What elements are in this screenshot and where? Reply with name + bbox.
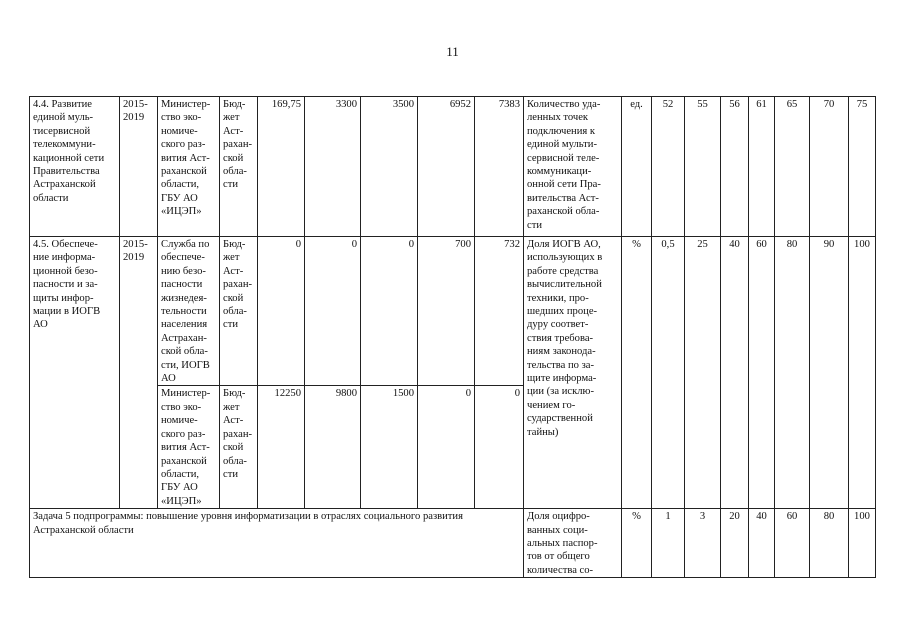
funding-cell: 12250 — [258, 386, 305, 509]
target-cell: 3 — [685, 509, 721, 578]
indicator-cell: Количество уда- ленных точек подключения к единой мульти- сервисной теле- коммуникаци- онной сети Пра- вительства Аст- раханской обла- сти — [524, 97, 622, 237]
page-number: 11 — [446, 44, 459, 59]
target-cell: 40 — [721, 237, 749, 509]
target-cell: 25 — [685, 237, 721, 509]
executor-cell: Министер- ство эко- номиче- ского раз- вития Аст- раханской области, ГБУ АО «ИЦЭП» — [158, 97, 220, 237]
funding-cell: 7383 — [475, 97, 524, 237]
target-cell: 100 — [849, 237, 876, 509]
source-cell: Бюд- жет Аст- рахан- ской обла- сти — [220, 237, 258, 386]
period-cell: 2015- 2019 — [120, 97, 158, 237]
target-cell: 80 — [775, 237, 810, 509]
target-cell: 52 — [652, 97, 685, 237]
target-cell: 0,5 — [652, 237, 685, 509]
funding-cell: 0 — [305, 237, 361, 386]
funding-cell: 0 — [258, 237, 305, 386]
target-cell: 65 — [775, 97, 810, 237]
program-table — [29, 96, 876, 578]
period-cell: 2015- 2019 — [120, 237, 158, 509]
funding-cell: 1500 — [361, 386, 418, 509]
target-cell: 80 — [810, 509, 849, 578]
target-cell: 90 — [810, 237, 849, 509]
target-cell: 61 — [749, 97, 775, 237]
target-cell: 100 — [849, 509, 876, 578]
funding-cell: 3500 — [361, 97, 418, 237]
unit-cell: % — [622, 509, 652, 578]
table-row — [30, 237, 876, 386]
source-cell: Бюд- жет Аст- рахан- ской обла- сти — [220, 386, 258, 509]
funding-cell: 0 — [361, 237, 418, 386]
funding-cell: 169,75 — [258, 97, 305, 237]
source-cell: Бюд- жет Аст- рахан- ской обла- сти — [220, 97, 258, 237]
funding-cell: 700 — [418, 237, 475, 386]
unit-cell: ед. — [622, 97, 652, 237]
target-cell: 56 — [721, 97, 749, 237]
task-cell: 4.4. Развитие единой муль- тисервисной телекоммуни- кационной сети Правительства Астраханской области — [30, 97, 120, 237]
funding-cell: 0 — [475, 386, 524, 509]
target-cell: 40 — [749, 509, 775, 578]
funding-cell: 6952 — [418, 97, 475, 237]
funding-cell: 3300 — [305, 97, 361, 237]
target-cell: 20 — [721, 509, 749, 578]
target-cell: 75 — [849, 97, 876, 237]
task5-title-cell: Задача 5 подпрограммы: повышение уровня информатизации в отраслях социального развития Астраханской области — [30, 509, 524, 578]
target-cell: 60 — [749, 237, 775, 509]
funding-cell: 0 — [418, 386, 475, 509]
target-cell: 60 — [775, 509, 810, 578]
unit-cell: % — [622, 237, 652, 509]
indicator-cell: Доля ИОГВ АО, использующих в работе средства вычислительной техники, про- шедших проце- дуру соответ- ствия требова- ниям законода- тельства по за- щите информа- ции (за исклю- чением го- сударственной тайны) — [524, 237, 622, 509]
target-cell: 70 — [810, 97, 849, 237]
indicator-cell: Доля оцифро- ванных соци- альных паспор- тов от общего количества со- — [524, 509, 622, 578]
target-cell: 1 — [652, 509, 685, 578]
task-cell: 4.5. Обеспече- ние информа- ционной безо- пасности и за- щиты инфор- мации в ИОГВ АО — [30, 237, 120, 509]
executor-cell: Министер- ство эко- номиче- ского раз- вития Аст- раханской области, ГБУ АО «ИЦЭП» — [158, 386, 220, 509]
table-row — [30, 509, 876, 578]
table-row — [30, 97, 876, 237]
funding-cell: 732 — [475, 237, 524, 386]
target-cell: 55 — [685, 97, 721, 237]
funding-cell: 9800 — [305, 386, 361, 509]
executor-cell: Служба по обеспече- нию безо- пасности жизнедея- тельности населения Астрахан- ской обла- сти, ИОГВ АО — [158, 237, 220, 386]
